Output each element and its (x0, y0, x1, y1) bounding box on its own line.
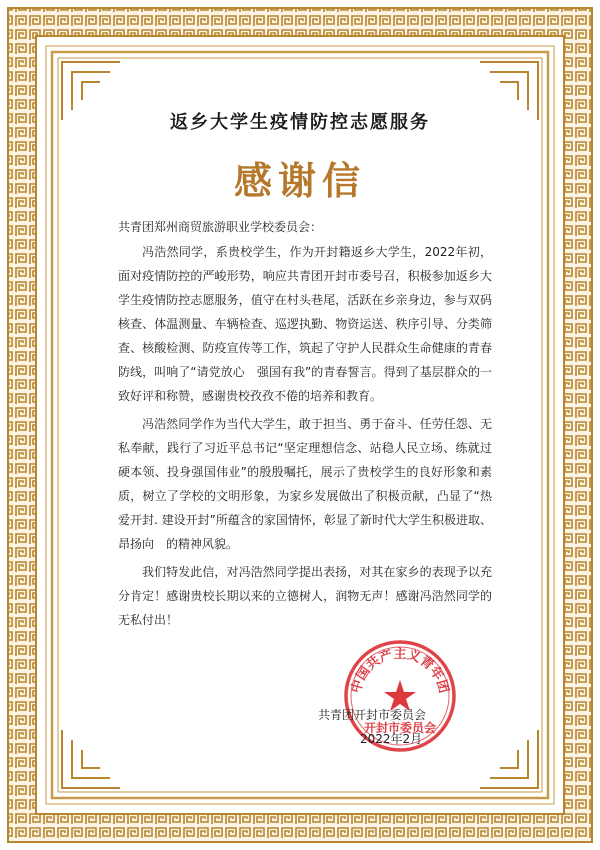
paragraph: 冯浩然同学作为当代大学生，敢于担当、勇于奋斗、任劳任怨、无私奉献，践行了习近平总书记“坚定理想信念、站稳人民立场、练就过硬本领、投身强国伟业”的殷殷嘱托，展示了贵校学生的良好形象和素质，树立了学校的文明形象，为家乡发展做出了积极贡献，凸显了“热爱开封. 建设开封”所蕴含的家国情怀，彰显了新时代大学生积极进取、昂扬向 的精神风貌。 (118, 417, 492, 551)
seal-center-text: 开封市委员会 (363, 721, 437, 735)
letter-body (118, 240, 492, 636)
paragraph: 冯浩然同学，系贵校学生，作为开封籍返乡大学生，2022年初，面对疫情防控的严峻形势，响应共青团开封市委号召，积极参加返乡大学生疫情防控志愿服务，值守在村头巷尾，活跃在乡亲身边，参与双码核查、体温测量、车辆检查、巡逻执勤、物资运送、秩序引导、分类筛查、核酸检测、防疫宣传等工作，筑起了守护人民群众生命健康的青春防线，叫响了“请党放心 强国有我”的青春誓言。得到了基层群众的一致好评和称赞，感谢贵校孜孜不倦的培养和教育。 (118, 245, 492, 403)
paragraph: 我们特发此信，对冯浩然同学提出表扬，对其在家乡的表现予以充分肯定！感谢贵校长期以来的立德树人，润物无声！感谢冯浩然同学的无私付出！ (118, 565, 492, 627)
salutation: 共青团郑州商贸旅游职业学校委员会： (118, 220, 323, 234)
seal-arc-text: 中国共产主义青年团 (349, 647, 451, 695)
letter-title: 返乡大学生疫情防控志愿服务 (170, 112, 430, 133)
signature-date: 2022年2月 (360, 732, 423, 746)
signature-organization: 共青团开封市委员会 (318, 708, 427, 722)
letter-heading: 感谢信 (233, 158, 366, 203)
